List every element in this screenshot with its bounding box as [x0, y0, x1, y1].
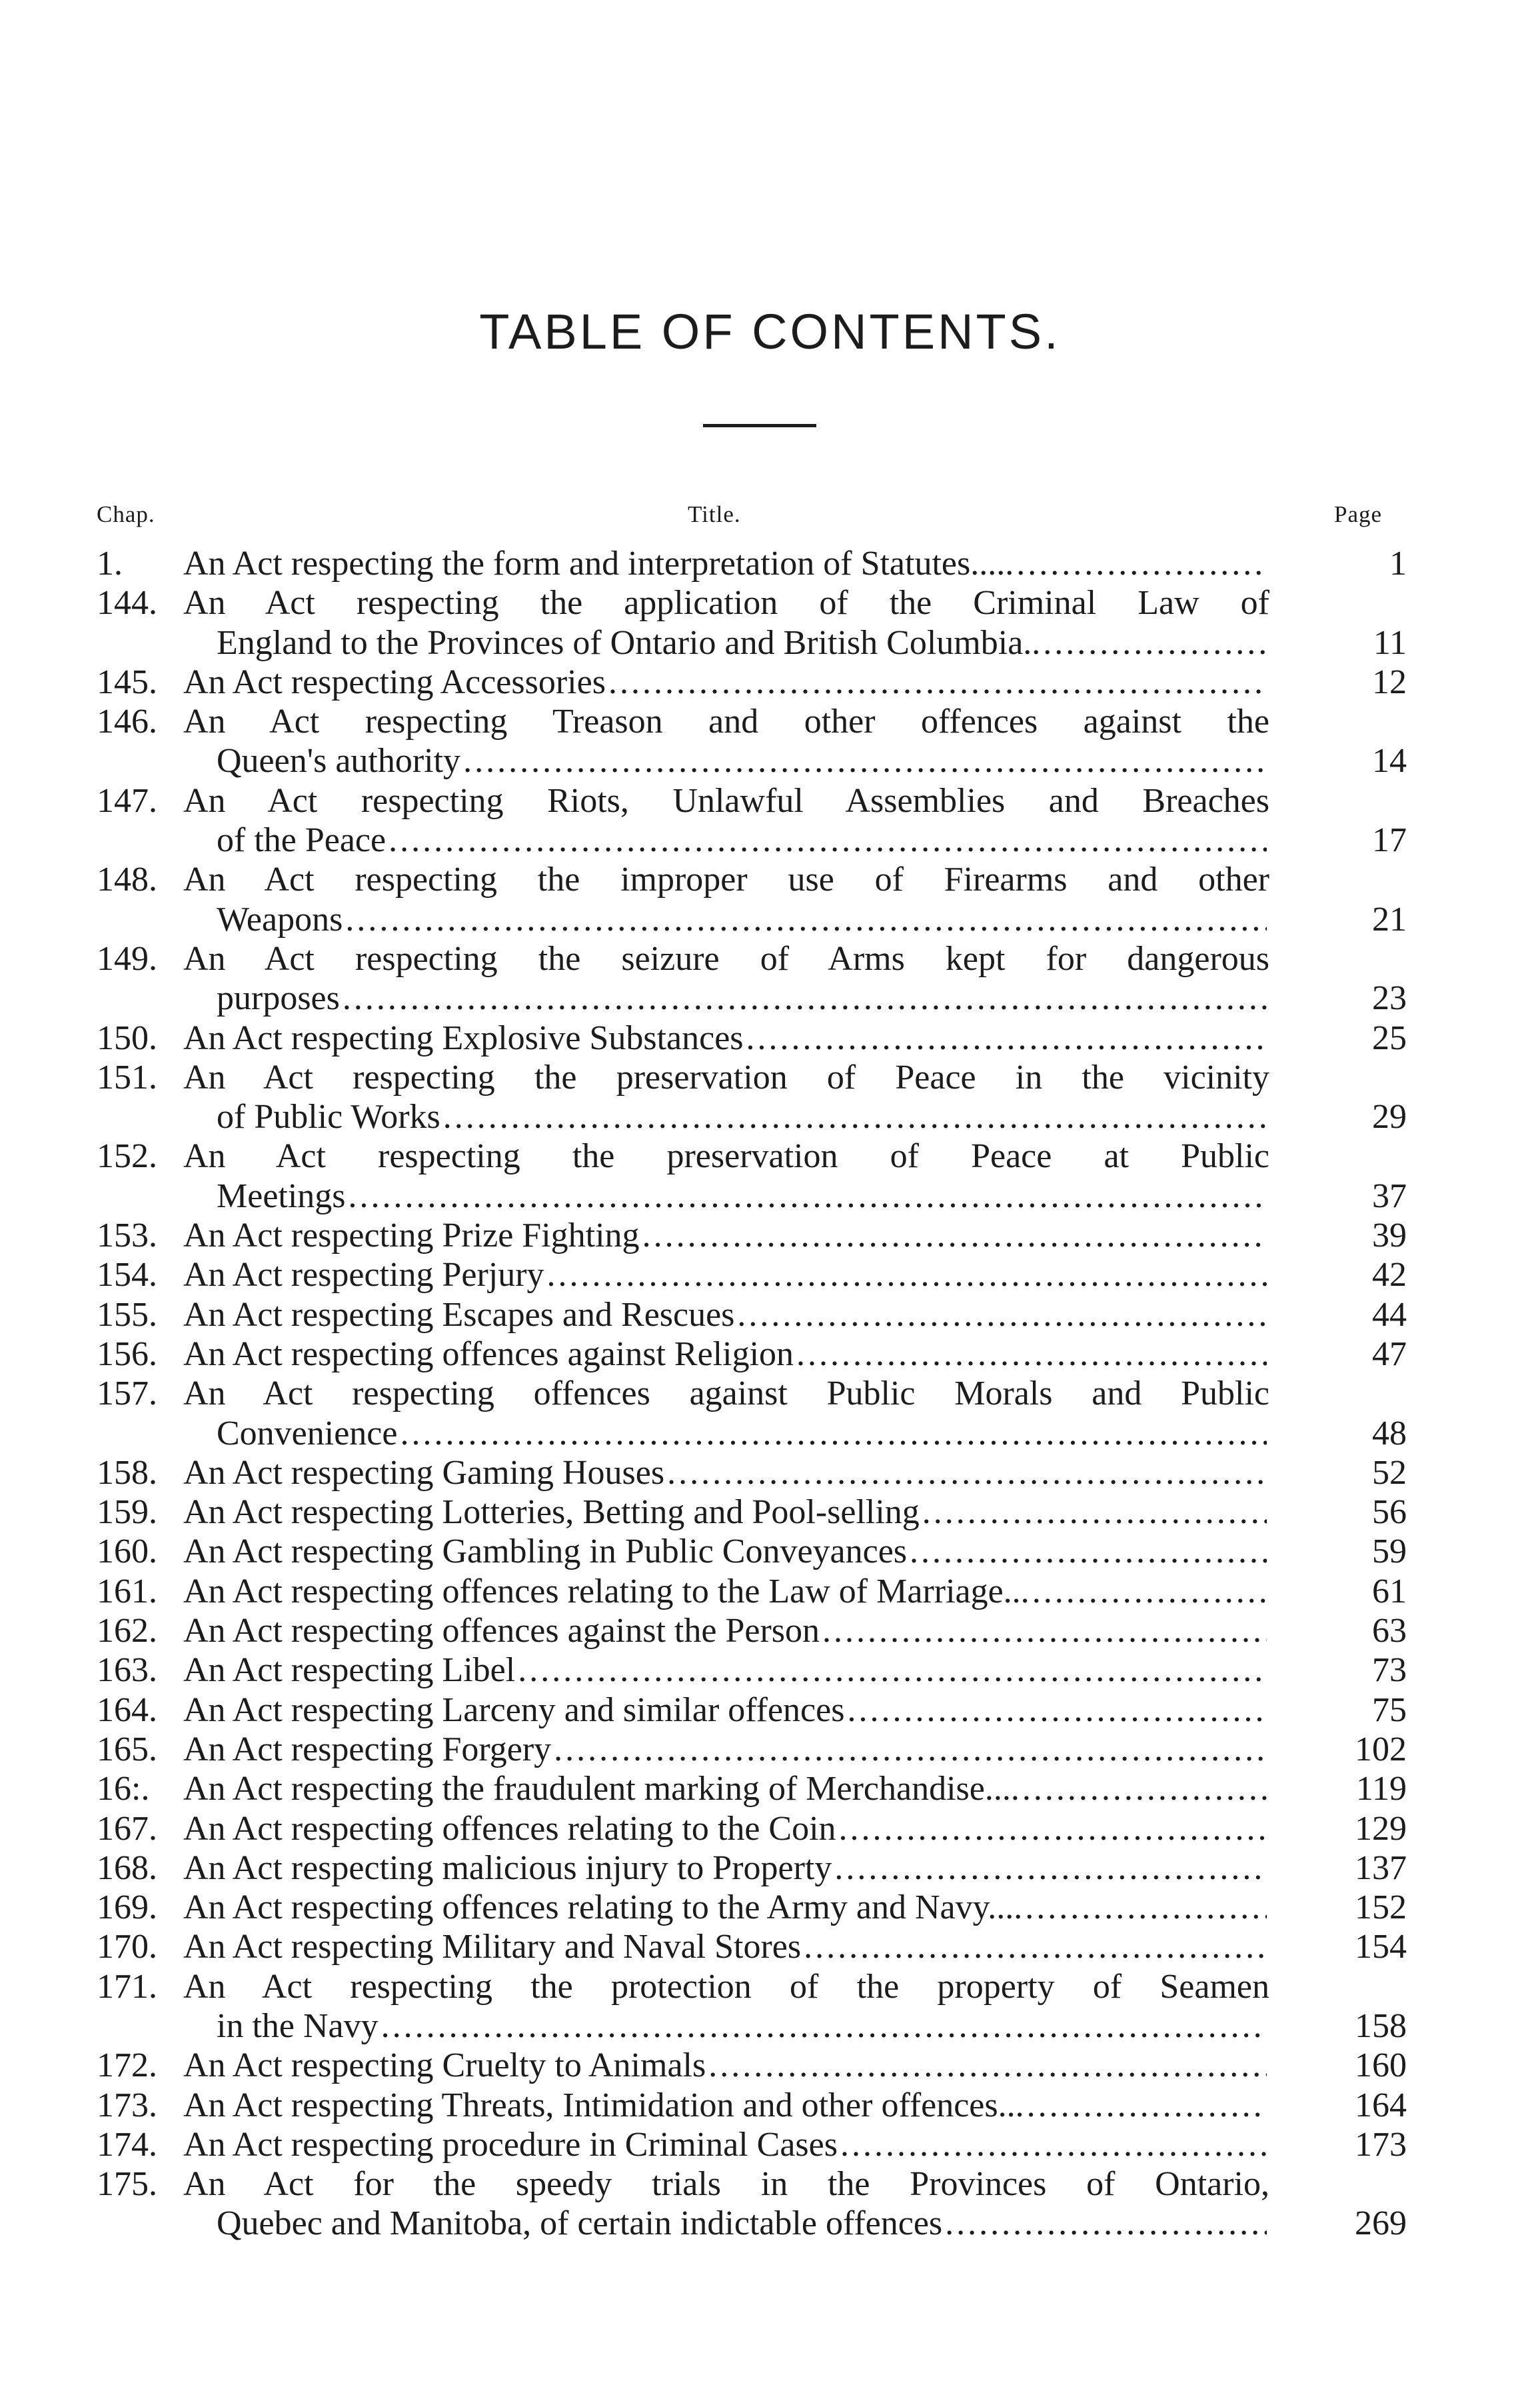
entry-title-line: An Act respecting Perjury [183, 1256, 544, 1294]
toc-entry [0, 1650, 1540, 1690]
entry-title-line: An Act respecting Riots, Unlawful Assemblies and Breaches [183, 781, 1269, 820]
chapter-number: 174. [97, 2125, 157, 2164]
dot-leader [796, 1334, 1267, 1374]
chapter-number: 157. [97, 1374, 157, 1413]
toc-entry [0, 1730, 1540, 1769]
toc-entry [0, 1690, 1540, 1730]
toc-entry [0, 1137, 1540, 1216]
toc-entry [0, 1848, 1540, 1888]
entry-title-line: An Act respecting Libel [183, 1651, 516, 1690]
chapter-number: 1. [97, 545, 123, 583]
toc-entry [0, 583, 1540, 663]
page-number: 73 [1372, 1651, 1407, 1690]
page-number: 119 [1355, 1770, 1407, 1808]
chapter-number: 171. [97, 1967, 157, 2006]
dot-leader [349, 1177, 1267, 1216]
toc-entry [0, 1453, 1540, 1492]
entry-title-line: Quebec and Manitoba, of certain indictable offences [217, 2204, 943, 2243]
chapter-number: 148. [97, 861, 157, 899]
page-column-header: Page [1334, 501, 1383, 527]
dot-leader [667, 1453, 1267, 1492]
chapter-number: 151. [97, 1058, 157, 1097]
page-number: 23 [1372, 979, 1407, 1018]
page-number: 29 [1372, 1098, 1407, 1137]
entry-title-line: An Act respecting Accessories [183, 663, 606, 701]
page-number: 160 [1355, 2046, 1407, 2085]
toc-entry [0, 860, 1540, 939]
entry-title-line: purposes [217, 979, 340, 1018]
entry-title-line: An Act respecting Prize Fighting [183, 1216, 640, 1255]
page-number: 164 [1355, 2086, 1407, 2124]
toc-entry [0, 2125, 1540, 2164]
page-number: 56 [1372, 1493, 1407, 1532]
entry-title-line: Meetings [217, 1177, 346, 1215]
toc-entry [0, 1809, 1540, 1848]
page-number: 61 [1372, 1572, 1407, 1610]
dot-leader [1043, 623, 1267, 663]
entry-title-line: England to the Provinces of Ontario and British Columbia.. [217, 623, 1041, 662]
entry-title-line: An Act respecting Escapes and Rescues [183, 1295, 735, 1334]
toc-entry [0, 663, 1540, 702]
entry-title-line: An Act respecting Lotteries, Betting and Pool-selling [183, 1493, 920, 1532]
entry-title-line: An Act respecting offences relating to the Army and Navy.... [183, 1888, 1023, 1927]
entry-title-line: An Act respecting the fraudulent marking of Merchandise.... [183, 1770, 1020, 1808]
chapter-column-header: Chap. [97, 501, 155, 527]
chapter-number: 161. [97, 1572, 157, 1610]
chapter-number: 152. [97, 1137, 157, 1176]
page-number: 25 [1372, 1019, 1407, 1057]
page-number: 48 [1372, 1414, 1407, 1452]
toc-entry [0, 1532, 1540, 1571]
dot-leader [518, 1650, 1267, 1690]
entry-title-line: An Act respecting Gaming Houses [183, 1453, 665, 1492]
page-number: 17 [1372, 821, 1407, 860]
dot-leader [746, 1019, 1267, 1058]
page-number: 129 [1355, 1809, 1407, 1848]
dot-leader [608, 663, 1267, 702]
dot-leader [547, 1255, 1267, 1294]
toc-entry [0, 1019, 1540, 1058]
toc-entry [0, 1058, 1540, 1137]
entry-title-line: of Public Works [217, 1098, 440, 1137]
chapter-number: 158. [97, 1453, 157, 1492]
dot-leader [910, 1532, 1267, 1571]
dot-leader [1022, 1769, 1267, 1808]
dot-leader [400, 1414, 1267, 1453]
title-column-header: Title. [688, 501, 741, 527]
dot-leader [822, 1611, 1267, 1650]
dot-leader [343, 979, 1267, 1018]
entry-title-line: An Act respecting the protection of the property of Seamen [183, 1967, 1269, 2006]
page-number: 102 [1355, 1730, 1407, 1768]
page-number: 75 [1372, 1690, 1407, 1729]
entry-title-line: in the Navy [217, 2006, 379, 2045]
dot-leader [1016, 544, 1267, 583]
chapter-number: 160. [97, 1532, 157, 1571]
dot-leader [839, 1809, 1267, 1848]
toc-entry [0, 1255, 1540, 1294]
chapter-number: 173. [97, 2086, 157, 2124]
toc-entry [0, 1611, 1540, 1650]
entry-title-line: An Act respecting offences against Religion [183, 1334, 794, 1373]
page-number: 39 [1372, 1216, 1407, 1255]
toc-entry [0, 1295, 1540, 1334]
entry-title-line: An Act respecting the improper use of Firearms and other [183, 861, 1269, 899]
dot-leader [463, 741, 1267, 781]
chapter-number: 150. [97, 1019, 157, 1057]
entry-title-line: Weapons [217, 900, 343, 939]
entry-title-line: An Act respecting Cruelty to Animals [183, 2046, 706, 2085]
chapter-number: 154. [97, 1256, 157, 1294]
page-number: 137 [1355, 1848, 1407, 1887]
entry-title-line: An Act respecting the preservation of Peace at Public [183, 1137, 1269, 1176]
chapter-number: 153. [97, 1216, 157, 1255]
entry-title-line: An Act for the speedy trials in the Provinces of Ontario, [183, 2165, 1269, 2204]
entry-title-line: An Act respecting Forgery [183, 1730, 552, 1768]
toc-entry [0, 1216, 1540, 1255]
entry-title-line: An Act respecting the form and interpretation of Statutes..... [183, 545, 1014, 583]
entry-title-line: An Act respecting procedure in Criminal Cases [183, 2125, 838, 2164]
chapter-number: 169. [97, 1888, 157, 1927]
dot-leader [1032, 1572, 1267, 1611]
page-number: 1 [1389, 545, 1407, 583]
dot-leader [922, 1492, 1267, 1532]
dot-leader [1025, 1888, 1267, 1927]
dot-leader [708, 2046, 1267, 2085]
toc-entry [0, 544, 1540, 583]
chapter-number: 168. [97, 1848, 157, 1887]
chapter-number: 172. [97, 2046, 157, 2085]
page-number: 52 [1372, 1453, 1407, 1492]
dot-leader [381, 2006, 1267, 2046]
entry-title-line: An Act respecting the preservation of Peace in the vicinity [183, 1058, 1269, 1097]
page-number: 173 [1355, 2125, 1407, 2164]
dot-leader [1027, 2086, 1267, 2125]
chapter-number: 164. [97, 1690, 157, 1729]
entry-title-line: An Act respecting offences against the Person [183, 1612, 820, 1650]
chapter-number: 162. [97, 1612, 157, 1650]
toc-entry [0, 2046, 1540, 2085]
title-rule [703, 424, 816, 427]
chapter-number: 167. [97, 1809, 157, 1848]
page-number: 37 [1372, 1177, 1407, 1215]
chapter-number: 144. [97, 584, 157, 623]
chapter-number: 163. [97, 1651, 157, 1690]
page-title: TABLE OF CONTENTS. [479, 304, 1061, 359]
chapter-number: 156. [97, 1334, 157, 1373]
dot-leader [847, 1690, 1267, 1730]
page-number: 269 [1355, 2204, 1407, 2243]
entry-title-line: An Act respecting malicious injury to Property [183, 1848, 832, 1887]
page-number: 152 [1355, 1888, 1407, 1927]
toc-entry [0, 702, 1540, 781]
page-number: 12 [1372, 663, 1407, 701]
page-number: 21 [1372, 900, 1407, 939]
toc-entry [0, 939, 1540, 1019]
toc-entry [0, 1769, 1540, 1808]
dot-leader [443, 1097, 1267, 1137]
page-number: 47 [1372, 1334, 1407, 1373]
entry-title-line: An Act respecting the application of the Criminal Law of [183, 584, 1269, 623]
chapter-number: 159. [97, 1493, 157, 1532]
entry-title-line: An Act respecting Treason and other offences against the [183, 703, 1269, 741]
page-number: 14 [1372, 742, 1407, 781]
entry-title-line: An Act respecting Larceny and similar offences [183, 1690, 845, 1729]
dot-leader [345, 900, 1267, 939]
entry-title-line: Queen's authority [217, 742, 461, 781]
toc-entry [0, 1888, 1540, 1927]
chapter-number: 16:. [97, 1770, 150, 1808]
dot-leader [642, 1216, 1267, 1255]
chapter-number: 145. [97, 663, 157, 701]
chapter-number: 165. [97, 1730, 157, 1768]
page-number: 63 [1372, 1612, 1407, 1650]
dot-leader [554, 1730, 1267, 1769]
page-number: 42 [1372, 1256, 1407, 1294]
page-number: 44 [1372, 1295, 1407, 1334]
contents-list [0, 544, 1540, 2244]
chapter-number: 175. [97, 2165, 157, 2204]
entry-title-line: of the Peace [217, 821, 386, 860]
entry-title-line: An Act respecting Threats, Intimidation and other offences... [183, 2086, 1024, 2124]
toc-entry [0, 781, 1540, 861]
dot-leader [945, 2204, 1267, 2243]
page-number: 158 [1355, 2006, 1407, 2045]
dot-leader [737, 1295, 1267, 1334]
page-number: 59 [1372, 1532, 1407, 1571]
toc-entry [0, 2086, 1540, 2125]
entry-title-line: An Act respecting Military and Naval Stores [183, 1928, 802, 1966]
entry-title-line: An Act respecting offences against Public Morals and Public [183, 1374, 1269, 1413]
page-number: 11 [1373, 623, 1407, 662]
page-number: 154 [1355, 1928, 1407, 1966]
toc-entry [0, 2164, 1540, 2244]
toc-entry [0, 1572, 1540, 1611]
dot-leader [388, 821, 1267, 860]
toc-entry [0, 1374, 1540, 1453]
toc-entry [0, 1334, 1540, 1374]
chapter-number: 149. [97, 939, 157, 978]
dot-leader [834, 1848, 1267, 1888]
chapter-number: 146. [97, 703, 157, 741]
toc-entry [0, 1492, 1540, 1532]
toc-entry [0, 1967, 1540, 2046]
toc-entry [0, 1927, 1540, 1966]
dot-leader [804, 1927, 1267, 1966]
chapter-number: 155. [97, 1295, 157, 1334]
entry-title-line: Convenience [217, 1414, 398, 1452]
dot-leader [840, 2125, 1267, 2164]
entry-title-line: An Act respecting offences relating to the Law of Marriage... [183, 1572, 1030, 1610]
entry-title-line: An Act respecting Gambling in Public Conveyances [183, 1532, 908, 1571]
entry-title-line: An Act respecting offences relating to the Coin [183, 1809, 836, 1848]
chapter-number: 147. [97, 781, 157, 820]
entry-title-line: An Act respecting Explosive Substances [183, 1019, 744, 1057]
entry-title-line: An Act respecting the seizure of Arms kept for dangerous [183, 939, 1269, 978]
chapter-number: 170. [97, 1928, 157, 1966]
